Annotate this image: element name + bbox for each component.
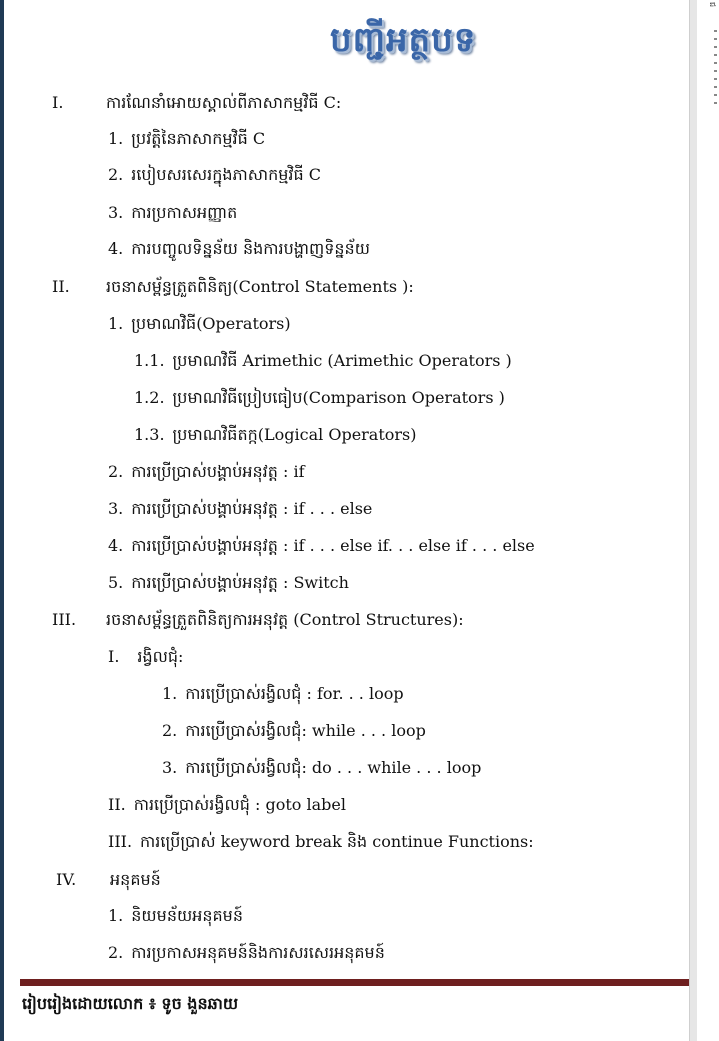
toc-item	[108, 313, 291, 335]
item-text: ការប្រើប្រាស់រង្វិលជុំ : goto label	[133, 795, 346, 814]
item-number: 1.1.	[134, 351, 165, 370]
toc-subitem	[134, 424, 417, 446]
item-number: 3.	[108, 203, 124, 222]
adjacent-page	[697, 0, 719, 1041]
item-text: ការប្រើប្រាស់បង្គាប់អនុវត្ត : Switch	[131, 573, 349, 592]
item-number: 4.	[108, 239, 124, 258]
item-number: 5.	[108, 573, 124, 592]
toc-subitem	[134, 387, 505, 409]
item-text: ការប្រកាសអនុគមន៍និងការសរសេរអនុគមន៍	[131, 943, 385, 962]
toc-item	[108, 164, 321, 186]
section-4-heading: អនុគមន៍	[110, 870, 161, 889]
toc-item	[108, 202, 237, 224]
footer-author: រៀបរៀងដោយលោក ៖ ទូច ងួនឆាយ	[22, 994, 239, 1013]
item-text: ប្រមាណវិធី Arimethic (Arimethic Operators )	[172, 351, 512, 370]
item-number: 1.	[108, 129, 124, 148]
item-number: 3.	[108, 499, 124, 518]
item-number: 2.	[108, 943, 124, 962]
item-text: ការប្រើប្រាស់រង្វិលជុំ: while . . . loop	[185, 721, 426, 740]
item-text: របៀបសរសេរក្នុងភាសាកម្មវិធី C	[131, 165, 321, 184]
section-3-number: III.	[52, 610, 77, 629]
toc-item	[108, 461, 305, 483]
toc-subitem	[162, 720, 426, 742]
toc-item	[108, 905, 243, 927]
section-4-number: IV.	[56, 870, 77, 889]
item-number: 2.	[162, 721, 178, 740]
item-number: 1.	[162, 684, 178, 703]
toc-item	[108, 572, 349, 594]
item-number: 1.	[108, 314, 124, 333]
toc-item	[108, 128, 265, 150]
item-number: I.	[108, 647, 120, 666]
window-left-edge	[0, 0, 4, 1041]
item-text: ប្រមាណវិធី(Operators)	[131, 314, 291, 333]
document-title: បញ្ជីអត្ថបទ	[330, 20, 477, 60]
section-3-heading: រចនាសម្ព័ន្ធត្រួតពិនិត្យការអនុវត្ត (Control Structures):	[106, 610, 464, 629]
item-text: ការប្រើប្រាស់បង្គាប់អនុវត្ត : if	[131, 462, 305, 481]
item-number: 3.	[162, 758, 178, 777]
item-text: ការបញ្ចូលទិន្នន័យ និងការបង្ហាញទិន្នន័យ	[131, 239, 370, 258]
toc-subitem	[162, 683, 404, 705]
item-text: ប្រមាណវិធីតក្ក(Logical Operators)	[172, 425, 417, 444]
toc-item	[108, 646, 183, 668]
item-text: ប្រមាណវិធីប្រៀបធៀប(Comparison Operators )	[172, 388, 505, 407]
item-text: ការប្រើប្រាស់រង្វិលជុំ: do . . . while . . . loop	[185, 758, 482, 777]
item-text: ការប្រើប្រាស់បង្គាប់អនុវត្ត : if . . . else if. . . else if . . . else	[131, 536, 535, 555]
toc-subitem	[162, 757, 481, 779]
toc-item	[108, 238, 370, 260]
item-text: ការប្រើប្រាស់រង្វិលជុំ : for. . . loop	[185, 684, 404, 703]
section-1-number: I.	[52, 93, 64, 112]
item-text: ការប្រើប្រាស់បង្គាប់អនុវត្ត : if . . . else	[131, 499, 373, 518]
toc-subitem	[134, 350, 512, 372]
item-text: ការប្រកាសអញ្ញាត	[131, 203, 238, 222]
item-number: 2.	[108, 462, 124, 481]
toc-item	[108, 498, 372, 520]
adjacent-page-dots	[714, 30, 717, 110]
section-2-heading: រចនាសម្ព័ន្ធត្រួតពិនិត្យ(Control Statements ):	[106, 277, 414, 296]
item-number: 4.	[108, 536, 124, 555]
item-number: II.	[108, 795, 126, 814]
item-number: 1.3.	[134, 425, 165, 444]
adjacent-page-text: ជ	[708, 2, 717, 8]
item-number: 1.	[108, 906, 124, 925]
toc-item	[108, 794, 346, 816]
footer-rule	[20, 979, 689, 986]
toc-item	[108, 831, 534, 853]
item-number: 1.2.	[134, 388, 165, 407]
item-text: ប្រវត្តិនៃភាសាកម្មវិធី C	[131, 129, 266, 148]
toc-item	[108, 942, 385, 964]
toc-item	[108, 535, 535, 557]
item-text: និយមន័យអនុគមន៍	[131, 906, 243, 925]
item-number: III.	[108, 832, 133, 851]
section-1-heading: ការណែនាំអោយស្គាល់ពីភាសាកម្មវិធី C:	[106, 93, 342, 112]
item-text: រង្វិលជុំ:	[137, 647, 184, 666]
section-2-number: II.	[52, 277, 70, 296]
item-text: ការប្រើប្រាស់ keyword break និង continue Functions:	[140, 832, 534, 851]
item-number: 2.	[108, 165, 124, 184]
